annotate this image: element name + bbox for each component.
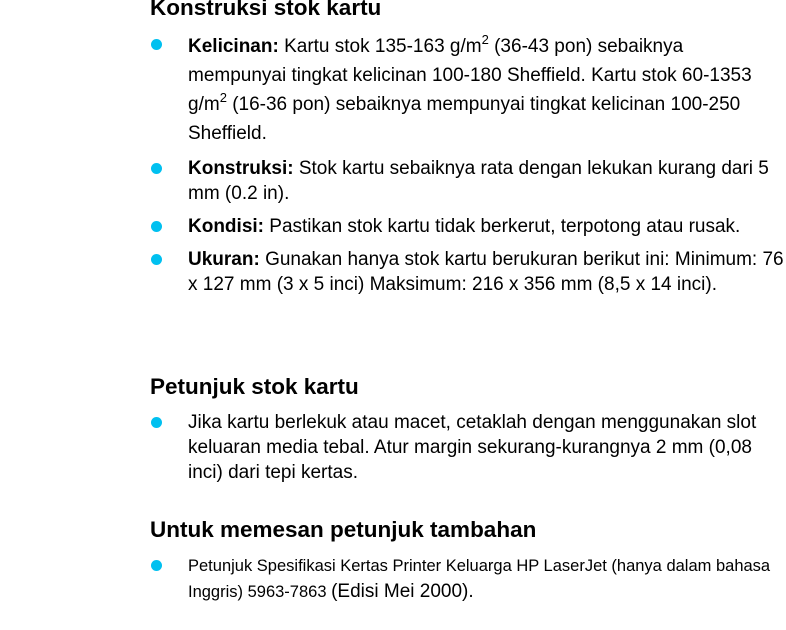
section-title-card-stock-guidelines: Petunjuk stok kartu: [150, 374, 359, 399]
smoothness-text-b: (36-43 pon) sebaiknya mempunyai tingkat kelicinan 100-180 Sheffield. Kartu stok 60-1353 g/m: [188, 36, 752, 115]
term-size: Ukuran:: [188, 249, 260, 270]
smoothness-text: [188, 32, 786, 148]
bullet-icon: [151, 560, 162, 571]
list-item-order-guide: [150, 553, 786, 605]
term-condition: Kondisi:: [188, 216, 264, 237]
order-guide-edition: (Edisi Mei 2000).: [331, 581, 474, 602]
bullet-icon: [151, 163, 162, 174]
section-title-ordering-additional-guides: Untuk memesan petunjuk tambahan: [150, 517, 537, 542]
section-title-card-stock-construction: Konstruksi stok kartu: [150, 0, 382, 20]
list-item-condition: [150, 214, 786, 239]
list-item-smoothness: [150, 32, 786, 148]
smoothness-text-a: Kartu stok 135-163 g/m: [278, 36, 482, 57]
list-item-size: [150, 247, 786, 297]
guideline-text: Jika kartu berlekuk atau macet, cetaklah dengan menggunakan slot keluaran media tebal. Atur margin sekurang-kurangnya 2 mm (0,08 inci) dari tepi kertas.: [188, 412, 757, 483]
card-stock-guidelines-list: [150, 410, 786, 485]
list-item-construction: [150, 156, 786, 206]
term-smoothness: Kelicinan:: [188, 36, 279, 57]
bullet-icon: [151, 39, 162, 50]
condition-text: Pastikan stok kartu tidak berkerut, terpotong atau rusak.: [264, 216, 741, 237]
smoothness-text-c: (16-36 pon) sebaiknya mempunyai tingkat kelicinan 100-250 Sheffield.: [188, 94, 741, 144]
size-text: Gunakan hanya stok kartu berukuran berikut ini: Minimum: 76 x 127 mm (3 x 5 inci) Maksimum: 216 x 356 mm (8,5 x 14 inci).: [188, 249, 784, 295]
bullet-icon: [151, 254, 162, 265]
term-construction: Konstruksi:: [188, 158, 294, 179]
superscript-b: 2: [219, 89, 227, 105]
card-stock-construction-list: [150, 31, 786, 297]
construction-text: Stok kartu sebaiknya rata dengan lekukan kurang dari 5 mm (0.2 in).: [188, 158, 769, 204]
ordering-guides-list: [150, 553, 786, 605]
superscript-a: 2: [481, 31, 489, 47]
order-guide-text: Petunjuk Spesifikasi Kertas Printer Keluarga HP LaserJet (hanya dalam bahasa Inggris) 5963-7863: [188, 557, 771, 601]
list-item-guideline: [150, 410, 786, 485]
bullet-icon: [151, 221, 162, 232]
bullet-icon: [151, 417, 162, 428]
